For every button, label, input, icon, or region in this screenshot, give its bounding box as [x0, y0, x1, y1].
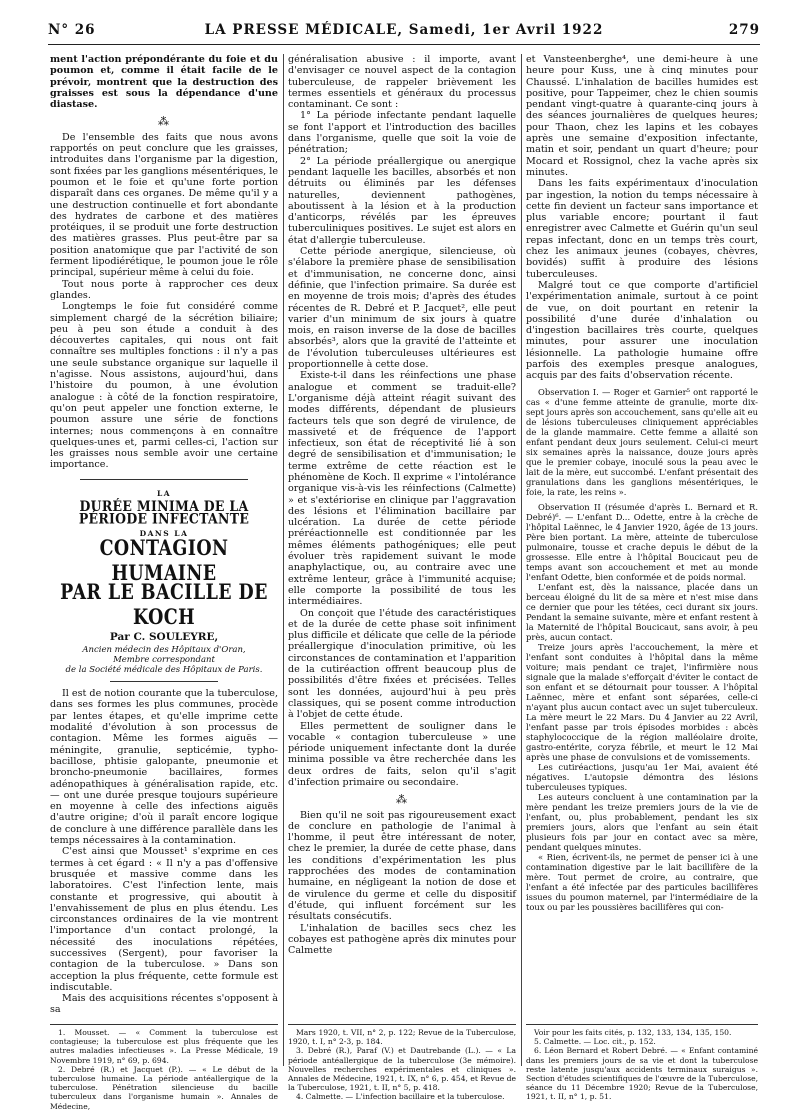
paragraph: 2° La période préallergique ou anergique pendant laquelle les bacilles, absorbés et non détruits ou éliminés par les défenses naturelles, deviennent pathogènes, aboutissent à la lésion et à la production d'anticorps, révélés par les épreuves tuberculiniques positives. Le sujet est alors en état d'allergie tuberculeuse. — [288, 155, 516, 246]
footnote-rule — [288, 1024, 516, 1025]
paragraph: Longtemps le foie fut considéré comme simplement chargé de la sécrétion biliaire; peu à peu son étude a conduit à des découvertes capitales, qui nous ont fait connaître ses multiples fonctions : il n'y a pas une seule substance organique sur laquelle il n'agisse. Nous assistons, aujourd'hui, dans l'histoire du poumon, à une évolution analogue : à côté de la fonction respiratoire, qu'on peut appeler une fonction externe, le poumon assure une série de fonctions internes; nous commençons à en connaître quelques-unes et, parmi celles-ci, l'action sur les graisses nous semble avoir une certaine importance. — [50, 301, 278, 471]
page-number: 279 — [728, 22, 760, 38]
page-header — [48, 22, 760, 42]
paragraph: 1° La période infectante pendant laquelle se font l'apport et l'introduction des bacilles dans l'organisme, quelle que soit la voie de pénétration; — [288, 110, 516, 156]
paragraph: et Vansteenberghe⁴, une demi-heure à une heure pour Kuss, une à cinq minutes pour Chaussé. L'inhalation de bacilles humides est positive, pour Tappeimer, chez le chien soumis pendant vingt-quatre à quarante-cinq jours à des séances journalières de quelques heures; pour Thaon, chez les lapins et les cobayes après une semaine d'exposition infectante, matin et soir, pendant un quart d'heure; pour Mocard et Rossignol, chez la vache après six minutes. — [526, 54, 758, 178]
observation-paragraph: Les auteurs concluent à une contamination par la mère pendant les treize premiers jours de la vie de l'enfant, ou, plus probablement, pendant les six premiers jours, alors que l'enfant au sein était plusieurs fois par jour en contact avec sa mère, pendant quelques minutes. — [526, 791, 758, 852]
title-line-3: PAR LE BACILLE DE KOCH — [60, 580, 268, 630]
footnote: 3. Debré (R.), Paraf (V.) et Dautrebande (L.). — « La période antéallergique de la tuberculose (3e mémoire). Nouvelles recherches expérimentales et cliniques ». Annales de Médecine, 1921, t. IX, n° 6, p. 454, et Revue de la Tuberculose, 1921, t. II, n° 5, p. 418. — [288, 1046, 516, 1093]
author: Par C. SOULEYRE, — [109, 630, 219, 643]
paragraph: C'est ainsi que Mousset¹ s'exprime en ces termes à cet égard : « Il n'y a pas d'offensive brusquée et massive comme dans les laboratoires. C'est l'infection lente, mais constante et progressive, qui aboutit à l'envahissement de plus en plus étendu. Les circonstances ordinaires de la vie montrent l'importance d'un contact prolongé, la nécessité des inoculations répétées, successives (Sergent), pour favoriser la contagion de la tuberculose. » Dans son acception la plus fréquente, cette formule est indiscutable. — [50, 846, 278, 993]
footnotes-column-1 — [50, 1028, 278, 1111]
footnote: 1. Mousset. — « Comment la tuberculose est contagieuse; la tuberculose est plus fréquente que les autres maladies infectieuses ». La Presse Médicale, 19 Novembre 1919, n° 69, p. 694. — [50, 1028, 278, 1065]
column-divider — [521, 54, 522, 1066]
author-affiliation: de la Société médicale des Hôpitaux de Paris. — [65, 665, 263, 676]
observation-paragraph: Les cutiréactions, jusqu'au 1er Mai, avaient été négatives. L'autopsie démontra des lésions tuberculeuses typiques. — [526, 761, 758, 792]
header-rule — [48, 44, 760, 45]
observation-2: Observation II (résumée d'après L. Bernard et R. Debré)⁶. — L'enfant D... Odette, entre à la crèche de l'hôpital Laënnec, le 4 Janvier 1920, âgée de 13 jours. Père bien portant. La mère, atteinte de tuberculose pulmonaire, tousse et crache depuis le début de la grossesse. Elle entre à l'hôpital Boucicaut peu de temps avant son accouchement et met au monde l'enfant Odette, bien conformée et de poids normal. — [526, 501, 758, 582]
footnotes-column-3 — [526, 1028, 758, 1102]
paragraph: Existe-t-il dans les réinfections une phase analogue et comment se traduit-elle? L'organisme déjà atteint réagit suivant des modes différents, dépendant de plusieurs facteurs tels que son degré de virulence, de massiveté et de fréquence de l'apport infectieux, son état de réceptivité lié à son degré de sensibilisation et d'immunisation; le terme extrême de cette réaction est le phénomène de Koch. Il exprime « l'intolérance organique vis-à-vis les réinfections (Calmette) » et s'extériorise en clinique par l'aggravation des lésions et l'élimination bacillaire par ulcération. La durée de cette période préréactionnelle est conditionnée par les mêmes éléments pathogéniques; elle peut évoluer très rapidement suivant le mode anaphylactique, ou, au contraire avec une extrême lenteur, grâce à l'immunité acquise; elle comporte la possibilité de tous les intermédiaires. — [288, 370, 516, 608]
masthead: LA PRESSE MÉDICALE, Samedi, 1er Avril 1922 — [204, 22, 604, 38]
title-line-1: DURÉE MINIMA DE LA PÉRIODE INFECTANTE — [78, 496, 250, 528]
observation-paragraph: Treize jours après l'accouchement, la mère et l'enfant sont conduites à l'hôpital dans la même voiture; mais pendant ce trajet, l'infirmière nous signale que la malade s'efforçait d'éviter le contact de son enfant et se détournait pour tousser. A l'hôpital Laënnec, mère et enfant sont séparées, celle-ci n'ayant plus aucun contact avec un sujet tuberculeux. La mère meurt le 22 Mars. Du 4 Janvier au 22 Avril, l'enfant passe par trois épisodes morbides : abcès staphylococcique de la région malléolaire droite, gastro-entérite, coryza fébrile, et meurt le 12 Mai après une phase de convulsions et de vomissements. — [526, 641, 758, 762]
column-1 — [50, 54, 278, 1024]
footnote: 2. Debré (R.) et Jacquet (P.). — « Le début de la tuberculose humaine. La période antéallergique de la tuberculose. Pénétration silencieuse du bacille tuberculeux dans l'organisme humain ». Annales de Médecine, — [50, 1064, 278, 1111]
footnote-rule — [526, 1024, 758, 1025]
article-separator — [80, 479, 248, 480]
paragraph: généralisation abusive : il importe, avant d'envisager ce nouvel aspect de la contagion tuberculeuse, de rappeler brièvement les termes essentiels et généraux du processus contaminant. Ce sont : — [288, 54, 516, 111]
column-3 — [526, 54, 758, 1064]
observation-1: Observation I. — Roger et Garnier⁵ ont rapporté le cas « d'une femme atteinte de granulie, morte dix-sept jours après son accouchement, sans qu'elle ait eu de lésions tuberculeuses cliniquement appréciables de la glande mammaire. Cette femme a allaité son enfant pendant deux jours seulement. Celui-ci meurt six semaines après la naissance, douze jours après que le premier cobaye, inoculé sous la peau avec le lait de la mère, eut succombé. L'enfant présentait des granulations dans les ganglions mésentériques, le foie, la rate, les reins ». — [526, 386, 758, 497]
paragraph: Malgré tout ce que comporte d'artificiel l'expérimentation animale, surtout à ce point de vue, on doit pourtant en retenir la possibilité d'une durée d'inhalation ou d'ingestion bacillaires très courte, quelques minutes, pour assurer une inoculation lésionnelle. La pathologie humaine offre parfois des exemples presque analogues, acquis par des faits d'observation récente. — [526, 279, 758, 382]
title-separator — [110, 681, 218, 682]
paragraph: ment l'action prépondérante du foie et du poumon et, comme il était facile de le prévoir, montrent que la destruction des graisses est sous la dépendance d'une diastase. — [50, 54, 278, 111]
paragraph: Dans les faits expérimentaux d'inoculation par ingestion, la notion du temps nécessaire à cette fin devient un facteur sans importance et plus variable encore; pourtant il faut enregistrer avec Calmette et Guérin qu'un seul repas infectant, donc en un temps très court, chez les animaux jeunes (cobayes, chèvres, bovidés) suffit à produire des lésions tuberculeuses. — [526, 178, 758, 280]
author-affiliation: Ancien médecin des Hôpitaux d'Oran, — [82, 645, 246, 656]
footnote: Voir pour les faits cités, p. 132, 133, 134, 135, 150. — [534, 1028, 732, 1037]
paragraph: L'inhalation de bacilles secs chez les cobayes est pathogène après dix minutes pour Calmette — [288, 922, 516, 957]
section-stars: ⁂ — [396, 793, 408, 807]
footnote: 5. Calmette. — Loc. cit., p. 152. — [534, 1037, 656, 1047]
observation-paragraph: L'enfant est, dès la naissance, placée dans un berceau éloigné du lit de sa mère et n'est mise dans ce dernier que pour les tétées, ceci durant six jours. Pendant la semaine suivante, mère et enfant restent à la Maternité de l'hôpital Boucicaut, sans avoir, à peu près, aucun contact. — [526, 581, 758, 642]
paragraph: Bien qu'il ne soit pas rigoureusement exact de conclure en pathologie de l'animal à l'homme, il peut être intéressant de noter, chez le premier, la durée de cette phase, dans les conditions d'expérimentation les plus rapprochées des modes de contamination humaine, en négligeant la notion de dose et de virulence du germe et celle du dispositif d'étude, qui influent forcément sur les résultats consécutifs. — [288, 809, 516, 923]
footnote: Mars 1920, t. VII, n° 2, p. 122; Revue de la Tuberculose, 1920, t. I, n° 2-3, p. 184. — [288, 1028, 516, 1047]
paragraph: Elles permettent de souligner dans le vocable « contagion tuberculeuse » une période uniquement infectante dont la durée minima possible va être recherchée dans les deux ordres de faits, selon qu'il s'agit d'infection primaire ou secondaire. — [288, 720, 516, 788]
paragraph: Il est de notion courante que la tuberculose, dans ses formes les plus communes, procède par lentes étapes, et qu'elle imprime cette modalité d'évolution à son processus de contagion. Même les formes aiguës — méningite, granulie, septicémie, typho-bacillose, phtisie galopante, pneumonie et broncho-pneumonie bacillaires, formes adénopathiques à généralisation rapide, etc. — ont une durée presque toujours supérieure en moyenne à celle des infections aiguës d'autre origine; d'où il paraît encore logique de conclure à une différence parallèle dans les temps nécessaires à la contamination. — [50, 688, 278, 847]
footnotes-column-2 — [288, 1028, 516, 1102]
issue-number: N° 26 — [48, 22, 96, 38]
section-stars: ⁂ — [158, 115, 170, 129]
title-connector: DANS LA — [139, 528, 189, 538]
paragraph: Mais des acquisitions récentes s'opposent à sa — [50, 993, 278, 1016]
column-divider — [283, 54, 284, 1066]
paragraph: On conçoit que l'étude des caractéristiques et de la durée de cette phase soit infiniment plus difficile et délicate que celle de la période préallergique d'inoculation primitive, où les circonstances de contamination et l'apparition de la cutiréaction offrent beaucoup plus de possibilités d'être fixées et précisées. Telles sont les données, aujourd'hui à peu près classiques, qui se posent comme introduction à l'objet de cette étude. — [288, 607, 516, 721]
paragraph: Cette période anergique, silencieuse, où s'élabore la première phase de sensibilisation et d'immunisation, ne concerne donc, ainsi définie, que l'infection primaire. Sa durée est en moyenne de trois mois; d'après des études récentes de R. Debré et P. Jacquet², elle peut varier d'un minimum de six jours à quatre mois, en raison inverse de la dose de bacilles absorbés³, alors que la gravité de l'atteinte et de l'évolution tuberculeuses ultérieures est proportionnelle à cette dose. — [288, 246, 516, 371]
paragraph: Tout nous porte à rapprocher ces deux glandes. — [50, 278, 278, 301]
observation-paragraph: « Rien, écrivent-ils, ne permet de penser ici à une contamination digestive par le lait bacillifère de la mère. Tout permet de croire, au contraire, que l'enfant a été infectée par des particules bacillifères issues du poumon maternel, par l'intermédiaire de la toux ou par les poussières bacillifères qui con- — [526, 851, 758, 912]
title-prefix: LA — [156, 488, 172, 498]
footnote: 4. Calmette. — L'infection bacillaire et la tuberculose. — [296, 1092, 505, 1102]
footnote: 6. Léon Bernard et Robert Debré. — « Enfant contaminé dans les premiers jours de sa vie et dont la tuberculose reste latente jusqu'aux accidents terminaux suraigus ». Section d'études scientifiques de l'œuvre de la Tuberculose, séance du 11 Décembre 1920; Revue de la Tuberculose, 1921, t. II, n° 1, p. 51. — [526, 1046, 758, 1102]
author-affiliation: Membre correspondant — [113, 655, 215, 666]
column-2 — [288, 54, 516, 1064]
title-line-2: CONTAGION HUMAINE — [99, 536, 229, 586]
paragraph: De l'ensemble des faits que nous avons rapportés on peut conclure que les graisses, introduites dans l'organisme par la digestion, sont fixées par les ganglions mésentériques, le poumon et le foie et qu'une forte portion disparaît dans ces organes. De même qu'il y a une destruction continuelle et fort abondante des hydrates de carbone et des matières protéiques, il se produit une forte destruction des matières grasses. Plus peut-être par sa position anatomique que par l'activité de son ferment lipodiérétique, le poumon joue le rôle principal, supérieur même à celui du foie. — [50, 131, 278, 279]
article-title-block — [50, 488, 278, 675]
footnote-rule — [50, 1024, 278, 1025]
